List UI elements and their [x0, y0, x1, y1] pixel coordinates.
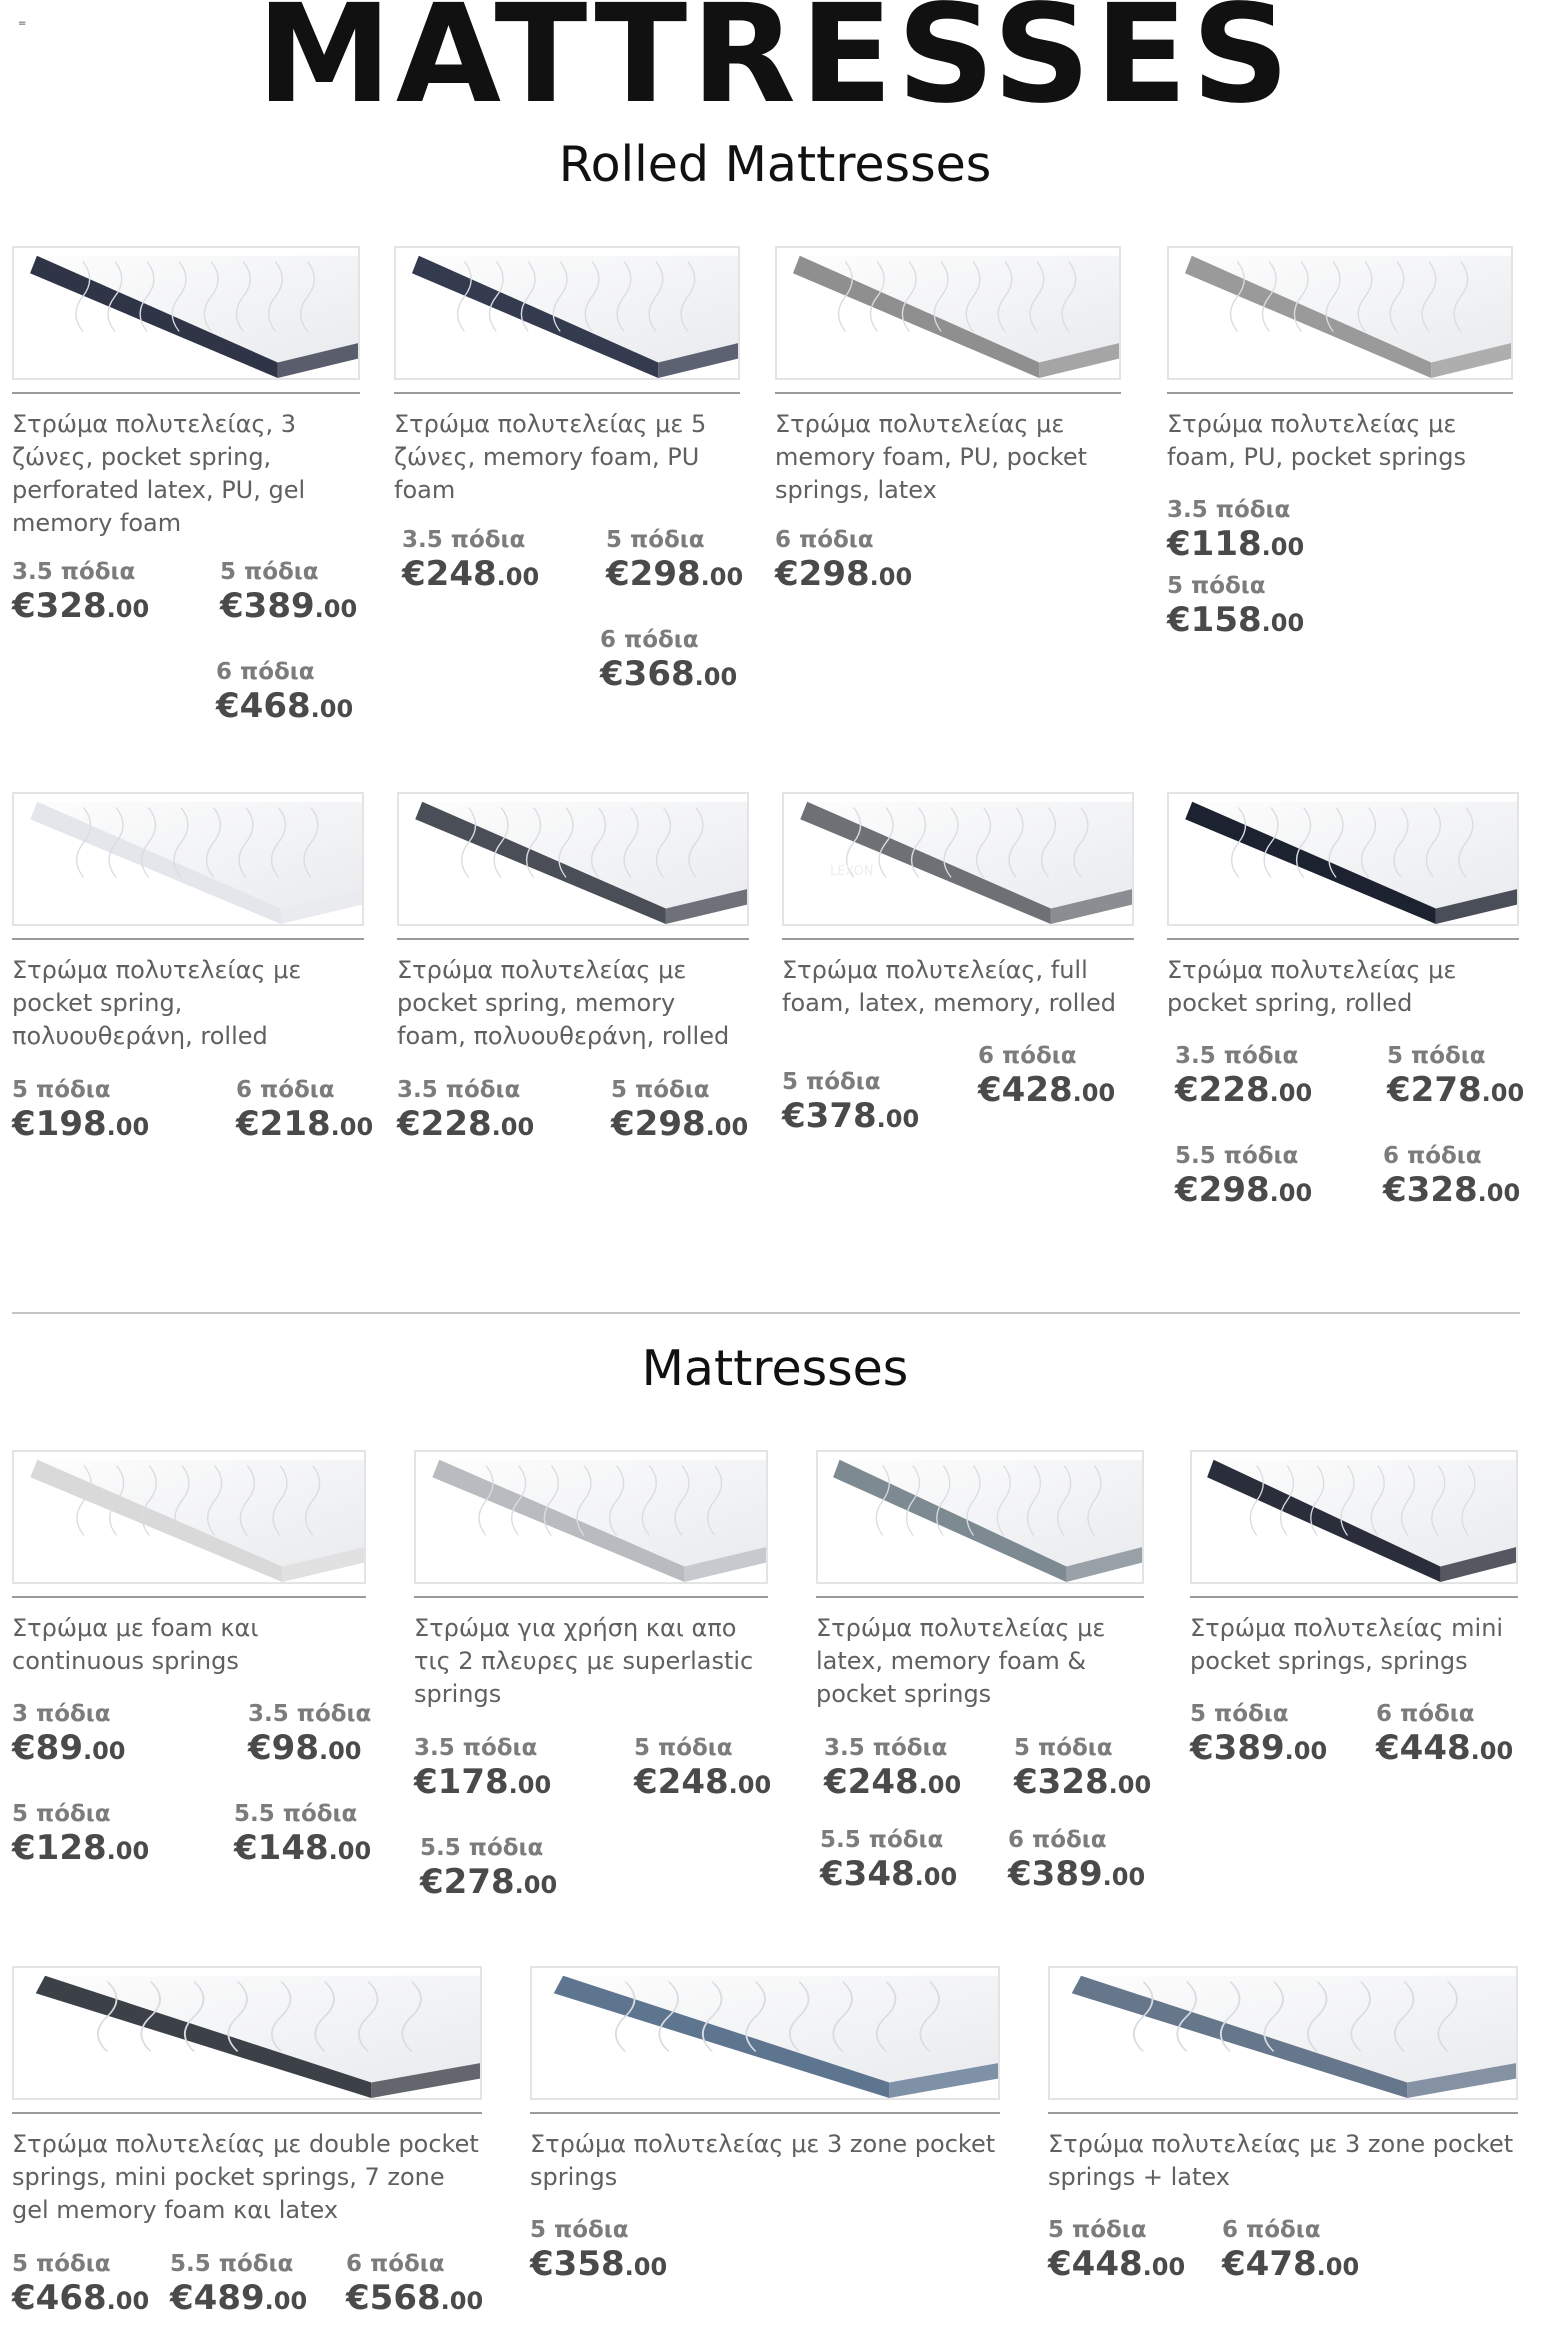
- size-label: 3.5 πόδια: [1167, 497, 1291, 523]
- product-underline: [12, 2112, 482, 2114]
- price-amount: [1167, 524, 1304, 567]
- price-amount: [414, 1762, 551, 1805]
- product-image[interactable]: [12, 246, 360, 380]
- price-block: [1190, 1700, 1327, 1771]
- size-label: 5 πόδια: [12, 1077, 111, 1103]
- price-cents: .00: [310, 695, 354, 723]
- price-block: [1387, 1042, 1524, 1113]
- product-image[interactable]: [816, 1450, 1144, 1584]
- size-label: 5 πόδια: [1014, 1735, 1113, 1761]
- price-block: [820, 1826, 957, 1897]
- price-cents: .00: [914, 1863, 958, 1891]
- product-image[interactable]: [394, 246, 740, 380]
- price-whole: €468: [216, 686, 311, 726]
- product-description: Στρώμα πολυτελείας με 5 ζώνες, memory foam, PU foam: [394, 410, 707, 504]
- price-amount: [634, 1762, 771, 1805]
- size-label: 5 πόδια: [782, 1069, 881, 1095]
- price-cents: .00: [106, 2287, 150, 2315]
- product-underline: [775, 392, 1121, 394]
- price-block: [170, 2250, 307, 2321]
- size-label: 5.5 πόδια: [1175, 1143, 1299, 1169]
- price-amount: [1376, 1728, 1513, 1771]
- product-image[interactable]: [1190, 1450, 1518, 1584]
- price-block: [234, 1800, 371, 1871]
- price-amount: [1190, 1728, 1327, 1771]
- price-whole: €478: [1222, 2244, 1317, 2284]
- price-cents: .00: [106, 1113, 150, 1141]
- price-amount: [12, 586, 149, 629]
- price-whole: €248: [824, 1762, 919, 1802]
- product-description: Στρώμα πολυτελείας με foam, PU, pocket springs: [1167, 410, 1466, 471]
- price-whole: €89: [12, 1728, 83, 1768]
- product-description: Στρώμα πολυτελείας με pocket spring, πολυουθεράνη, rolled: [12, 956, 302, 1050]
- product-underline: [1048, 2112, 1518, 2114]
- price-cents: .00: [1316, 2253, 1360, 2281]
- price-amount: [248, 1728, 371, 1771]
- size-label: 5.5 πόδια: [170, 2251, 294, 2277]
- price-whole: €448: [1376, 1728, 1471, 1768]
- price-amount: [1387, 1070, 1524, 1113]
- price-block: [634, 1734, 771, 1805]
- price-amount: [600, 654, 737, 697]
- price-whole: €448: [1048, 2244, 1143, 2284]
- price-cents: .00: [82, 1737, 126, 1765]
- price-whole: €468: [12, 2278, 107, 2318]
- product-underline: [530, 2112, 1000, 2114]
- price-amount: [170, 2278, 307, 2321]
- price-block: [397, 1076, 534, 1147]
- price-amount: [820, 1854, 957, 1897]
- price-cents: .00: [705, 1113, 749, 1141]
- product-image[interactable]: [397, 792, 749, 926]
- price-whole: €128: [12, 1828, 107, 1868]
- price-whole: €298: [1175, 1170, 1270, 1210]
- size-label: 5.5 πόδια: [234, 1801, 358, 1827]
- price-block: [12, 2250, 149, 2321]
- price-block: [1175, 1142, 1312, 1213]
- price-block: [1167, 496, 1304, 567]
- price-cents: .00: [1284, 1737, 1328, 1765]
- size-label: 5 πόδια: [530, 2217, 629, 2243]
- price-cents: .00: [1261, 533, 1305, 561]
- product-description: Στρώμα πολυτελείας με pocket spring, memory foam, πολυουθεράνη, rolled: [397, 956, 730, 1050]
- size-label: 3.5 πόδια: [397, 1077, 521, 1103]
- product-underline: [1167, 392, 1513, 394]
- price-block: [1376, 1700, 1513, 1771]
- price-cents: .00: [1102, 1863, 1146, 1891]
- size-label: 3.5 πόδια: [824, 1735, 948, 1761]
- size-label: 5.5 πόδια: [420, 1835, 544, 1861]
- size-label: 5 πόδια: [12, 1801, 111, 1827]
- product-description: Στρώμα πολυτελείας με 3 zone pocket springs + latex: [1048, 2130, 1514, 2191]
- price-cents: .00: [1108, 1771, 1152, 1799]
- price-cents: .00: [918, 1771, 962, 1799]
- size-label: 6 πόδια: [1222, 2217, 1321, 2243]
- price-cents: .00: [624, 2253, 668, 2281]
- product-image[interactable]: [782, 792, 1134, 926]
- product-description: Στρώμα πολυτελείας με pocket spring, rolled: [1167, 956, 1457, 1017]
- size-label: 6 πόδια: [600, 627, 699, 653]
- size-label: 5 πόδια: [12, 2251, 111, 2277]
- price-whole: €178: [414, 1762, 509, 1802]
- price-amount: [530, 2244, 667, 2287]
- price-amount: [775, 554, 912, 597]
- price-amount: [234, 1828, 371, 1871]
- size-label: 3.5 πόδια: [414, 1735, 538, 1761]
- price-amount: [606, 554, 743, 597]
- size-label: 3.5 πόδια: [12, 559, 136, 585]
- corner-mark: =: [18, 18, 27, 29]
- product-image[interactable]: [1048, 1966, 1518, 2100]
- product-underline: [782, 938, 1134, 940]
- price-block: [12, 558, 149, 629]
- price-block: [216, 658, 353, 729]
- product-description: Στρώμα πολυτελείας με double pocket springs, mini pocket springs, 7 zone gel memory foam και latex: [12, 2130, 479, 2224]
- price-whole: €389: [1190, 1728, 1285, 1768]
- price-cents: .00: [106, 595, 150, 623]
- product-underline: [816, 1596, 1144, 1598]
- product-description: Στρώμα για χρήση και απο τις 2 πλευρες με superlastic springs: [414, 1614, 754, 1708]
- price-whole: €228: [397, 1104, 492, 1144]
- price-amount: [216, 686, 353, 729]
- price-block: [12, 1700, 126, 1771]
- price-cents: .00: [1269, 1179, 1313, 1207]
- product-underline: [394, 392, 740, 394]
- price-amount: [1383, 1170, 1520, 1213]
- product-image[interactable]: [12, 792, 364, 926]
- price-cents: .00: [1481, 1079, 1525, 1107]
- price-cents: .00: [440, 2287, 484, 2315]
- price-whole: €389: [1008, 1854, 1103, 1894]
- price-block: [782, 1068, 919, 1139]
- price-whole: €298: [775, 554, 870, 594]
- product-image[interactable]: [1167, 792, 1519, 926]
- product-description: Στρώμα πολυτελείας με 3 zone pocket springs: [530, 2130, 996, 2191]
- price-block: [1048, 2216, 1185, 2287]
- price-amount: [220, 586, 357, 629]
- product-underline: [397, 938, 749, 940]
- price-whole: €328: [1014, 1762, 1109, 1802]
- size-label: 5 πόδια: [1167, 573, 1266, 599]
- price-cents: .00: [1142, 2253, 1186, 2281]
- size-label: 5 πόδια: [1387, 1043, 1486, 1069]
- size-label: 5.5 πόδια: [820, 1827, 944, 1853]
- price-whole: €389: [220, 586, 315, 626]
- price-amount: [12, 1104, 149, 1147]
- price-amount: [402, 554, 539, 597]
- size-label: 5 πόδια: [606, 527, 705, 553]
- price-whole: €298: [606, 554, 701, 594]
- section-divider: [12, 1312, 1520, 1314]
- price-amount: [1008, 1854, 1145, 1897]
- price-block: [611, 1076, 748, 1147]
- product-description: Στρώμα πολυτελείας mini pocket springs, springs: [1190, 1614, 1504, 1675]
- price-cents: .00: [491, 1113, 535, 1141]
- price-amount: [12, 1828, 149, 1871]
- size-label: 5 πόδια: [634, 1735, 733, 1761]
- price-whole: €368: [600, 654, 695, 694]
- price-cents: .00: [1261, 609, 1305, 637]
- price-amount: [1175, 1170, 1312, 1213]
- price-whole: €489: [170, 2278, 265, 2318]
- price-cents: .00: [1072, 1079, 1116, 1107]
- size-label: 6 πόδια: [1376, 1701, 1475, 1727]
- section-heading-mattresses: Mattresses: [641, 1340, 909, 1397]
- price-block: [1175, 1042, 1312, 1113]
- price-amount: [782, 1096, 919, 1139]
- price-block: [1222, 2216, 1359, 2287]
- price-cents: .00: [1269, 1079, 1313, 1107]
- price-amount: [1222, 2244, 1359, 2287]
- size-label: 3.5 πόδια: [248, 1701, 372, 1727]
- price-amount: [978, 1070, 1115, 1113]
- product-underline: [1167, 938, 1519, 940]
- size-label: 3 πόδια: [12, 1701, 111, 1727]
- size-label: 5 πόδια: [1048, 2217, 1147, 2243]
- price-block: [978, 1042, 1115, 1113]
- product-image[interactable]: [775, 246, 1121, 380]
- product-underline: [12, 392, 360, 394]
- price-block: [530, 2216, 667, 2287]
- price-amount: [346, 2278, 483, 2321]
- price-amount: [397, 1104, 534, 1147]
- price-amount: [236, 1104, 373, 1147]
- price-cents: .00: [508, 1771, 552, 1799]
- price-whole: €218: [236, 1104, 331, 1144]
- price-amount: [824, 1762, 961, 1805]
- brand-label: LEXON: [830, 864, 874, 879]
- price-amount: [1048, 2244, 1185, 2287]
- product-underline: [414, 1596, 768, 1598]
- size-label: 5 πόδια: [1190, 1701, 1289, 1727]
- price-amount: [611, 1104, 748, 1147]
- price-cents: .00: [1477, 1179, 1521, 1207]
- price-block: [1014, 1734, 1151, 1805]
- price-block: [1167, 572, 1304, 643]
- price-whole: €348: [820, 1854, 915, 1894]
- price-block: [606, 526, 743, 597]
- product-underline: [12, 1596, 366, 1598]
- price-amount: [1014, 1762, 1151, 1805]
- size-label: 5 πόδια: [220, 559, 319, 585]
- price-whole: €228: [1175, 1070, 1270, 1110]
- size-label: 6 πόδια: [216, 659, 315, 685]
- price-cents: .00: [876, 1105, 920, 1133]
- price-block: [346, 2250, 483, 2321]
- price-cents: .00: [869, 563, 913, 591]
- price-amount: [1167, 600, 1304, 643]
- product-image[interactable]: [414, 1450, 768, 1584]
- price-whole: €158: [1167, 600, 1262, 640]
- product-description: Στρώμα πολυτελείας με latex, memory foam & pocket springs: [816, 1614, 1106, 1708]
- price-whole: €328: [1383, 1170, 1478, 1210]
- size-label: 3.5 πόδια: [402, 527, 526, 553]
- price-amount: [12, 1728, 126, 1771]
- price-block: [236, 1076, 373, 1147]
- price-block: [1008, 1826, 1145, 1897]
- size-label: 6 πόδια: [236, 1077, 335, 1103]
- product-description: Στρώμα πολυτελείας, 3 ζώνες, pocket spring, perforated latex, PU, gel memory foam: [12, 410, 306, 537]
- section-heading-rolled: Rolled Mattresses: [558, 136, 992, 193]
- price-whole: €328: [12, 586, 107, 626]
- size-label: 6 πόδια: [346, 2251, 445, 2277]
- price-whole: €298: [611, 1104, 706, 1144]
- price-whole: €568: [346, 2278, 441, 2318]
- price-block: [414, 1734, 551, 1805]
- price-block: [12, 1800, 149, 1871]
- price-whole: €248: [634, 1762, 729, 1802]
- size-label: 6 πόδια: [1008, 1827, 1107, 1853]
- size-label: 6 πόδια: [775, 527, 874, 553]
- product-underline: [1190, 1596, 1518, 1598]
- price-block: [600, 626, 737, 697]
- price-cents: .00: [1470, 1737, 1514, 1765]
- price-block: [248, 1700, 371, 1771]
- price-block: [420, 1834, 557, 1905]
- product-image[interactable]: [12, 1966, 482, 2100]
- price-cents: .00: [318, 1737, 362, 1765]
- price-block: [824, 1734, 961, 1805]
- price-whole: €278: [420, 1862, 515, 1902]
- size-label: 3.5 πόδια: [1175, 1043, 1299, 1069]
- price-cents: .00: [330, 1113, 374, 1141]
- product-description: Στρώμα πολυτελείας με memory foam, PU, pocket springs, latex: [775, 410, 1088, 504]
- price-whole: €98: [248, 1728, 319, 1768]
- size-label: 5 πόδια: [611, 1077, 710, 1103]
- price-whole: €278: [1387, 1070, 1482, 1110]
- price-whole: €148: [234, 1828, 329, 1868]
- price-whole: €198: [12, 1104, 107, 1144]
- size-label: 6 πόδια: [1383, 1143, 1482, 1169]
- price-cents: .00: [264, 2287, 308, 2315]
- price-cents: .00: [496, 563, 540, 591]
- price-block: [775, 526, 912, 597]
- price-whole: €378: [782, 1096, 877, 1136]
- product-image[interactable]: [1167, 246, 1513, 380]
- page-title: MATTRESSES: [256, 0, 1294, 134]
- price-block: [12, 1076, 149, 1147]
- product-description: Στρώμα πολυτελείας, full foam, latex, memory, rolled: [782, 956, 1116, 1017]
- price-block: [402, 526, 539, 597]
- price-whole: €358: [530, 2244, 625, 2284]
- product-underline: [12, 938, 364, 940]
- price-cents: .00: [314, 595, 358, 623]
- price-cents: .00: [700, 563, 744, 591]
- price-block: [220, 558, 357, 629]
- price-block: [1383, 1142, 1520, 1213]
- price-cents: .00: [694, 663, 738, 691]
- price-cents: .00: [106, 1837, 150, 1865]
- product-image[interactable]: [530, 1966, 1000, 2100]
- product-description: Στρώμα με foam και continuous springs: [12, 1614, 259, 1675]
- price-cents: .00: [728, 1771, 772, 1799]
- price-cents: .00: [514, 1871, 558, 1899]
- price-amount: [1175, 1070, 1312, 1113]
- price-amount: [12, 2278, 149, 2321]
- price-amount: [420, 1862, 557, 1905]
- price-whole: €248: [402, 554, 497, 594]
- product-image[interactable]: [12, 1450, 366, 1584]
- price-cents: .00: [328, 1837, 372, 1865]
- price-whole: €118: [1167, 524, 1262, 564]
- price-whole: €428: [978, 1070, 1073, 1110]
- size-label: 6 πόδια: [978, 1043, 1077, 1069]
